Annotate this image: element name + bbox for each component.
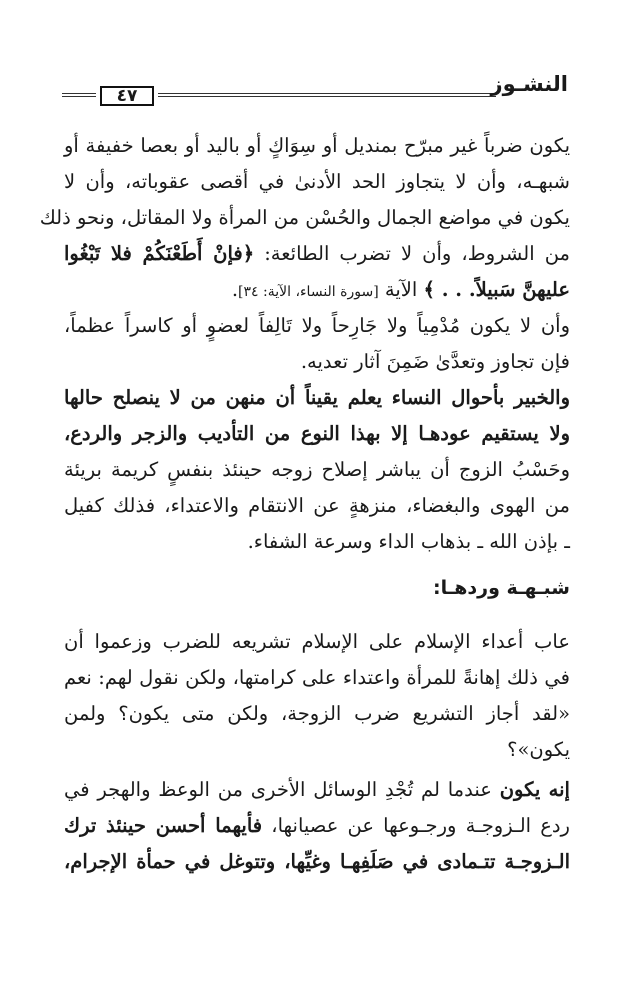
text-line-bold: والخبير بأحوال النساء يعلم يقيناً أن منهن من لا ينصلح حالها <box>64 386 570 409</box>
running-title: النشـوز <box>490 72 568 96</box>
text-line-bold: الـزوجـة تتـمادى في صَلَفِهـا وغيِّها، وتتوغل في حمأة الإجرام، <box>64 850 570 873</box>
text-run: ردع الـزوجـة ورجـوعها عن عصيانها، <box>262 814 570 837</box>
text-line: يكون ضرباً غير مبرّح بمنديل أو سِوَاكٍ أو باليد أو بعصا خفيفة أو <box>64 134 570 157</box>
text-line: في ذلك إهانةً للمرأة واعتداء على كرامتها، ولكن نقول لهم: نعم <box>64 666 570 689</box>
header-rule <box>158 93 496 97</box>
running-header <box>62 72 568 108</box>
text-line: يكون»؟ <box>507 738 570 761</box>
text-run-bold: إنه يكون <box>499 778 570 801</box>
text-run: من الشروط، وأن لا تضرب الطائعة: <box>254 242 570 265</box>
quran-verse: عليهنَّ سَبيلاً. . . ﴾ <box>423 278 570 301</box>
text-line <box>64 808 570 844</box>
text-line <box>64 236 570 272</box>
text-run-bold: فأيهما أحسن حينئذ ترك <box>64 814 263 837</box>
text-line: ـ بإذن الله ـ بذهاب الداء وسرعة الشفاء. <box>247 530 570 553</box>
text-line: «لقد أجاز التشريع ضرب الزوجة، ولكن متى يكون؟ ولمن <box>64 702 570 725</box>
text-line: وأن لا يكون مُدْمِياً ولا جَارِحاً ولا تَالِفاً لعضوٍ أو كاسراً عظماً، <box>64 314 570 337</box>
text-line: شبهـه، وأن لا يتجاوز الحد الأدنىٰ في أقصى عقوباته، وأن لا <box>64 170 570 193</box>
text-run: عندما لم تُجْدِ الوسائل الأخرى من الوعظ والهجر في <box>64 778 500 801</box>
text-run: الآية <box>378 278 424 301</box>
text-line: وحَسْبُ الزوج أن يباشر إصلاح زوجه حينئذ بنفسٍ كريمة بريئة <box>64 458 570 481</box>
verse-citation: [سورة النساء، الآية: ٣٤] <box>238 284 379 300</box>
text-line <box>64 772 570 808</box>
text-line: عاب أعداء الإسلام على الإسلام تشريعه للضرب وزعموا أن <box>64 630 570 653</box>
text-line <box>64 272 570 308</box>
section-heading: شبـهـة وردهـا: <box>432 577 570 599</box>
quran-verse: ﴿فإنْ أَطَعْنَكُمْ فلا تَبْغُوا <box>64 242 255 265</box>
text-run: . <box>231 278 239 301</box>
text-line: من الهوى والبغضاء، منزهةٍ عن الانتقام والاعتداء، فذلك كفيل <box>64 494 570 517</box>
page-number: ٤٧ <box>100 86 154 106</box>
text-line-bold: ولا يستقيم عودهـا إلا بهذا النوع من التأديب والزجر والردع، <box>64 422 570 445</box>
header-rule-left <box>62 93 96 97</box>
text-line: فإن تجاوز وتعدَّىٰ ضَمِنَ آثار تعديه. <box>300 350 570 373</box>
text-line: يكون في مواضع الجمال والحُسْن من المرأة ولا المقاتل، ونحو ذلك <box>39 206 570 229</box>
